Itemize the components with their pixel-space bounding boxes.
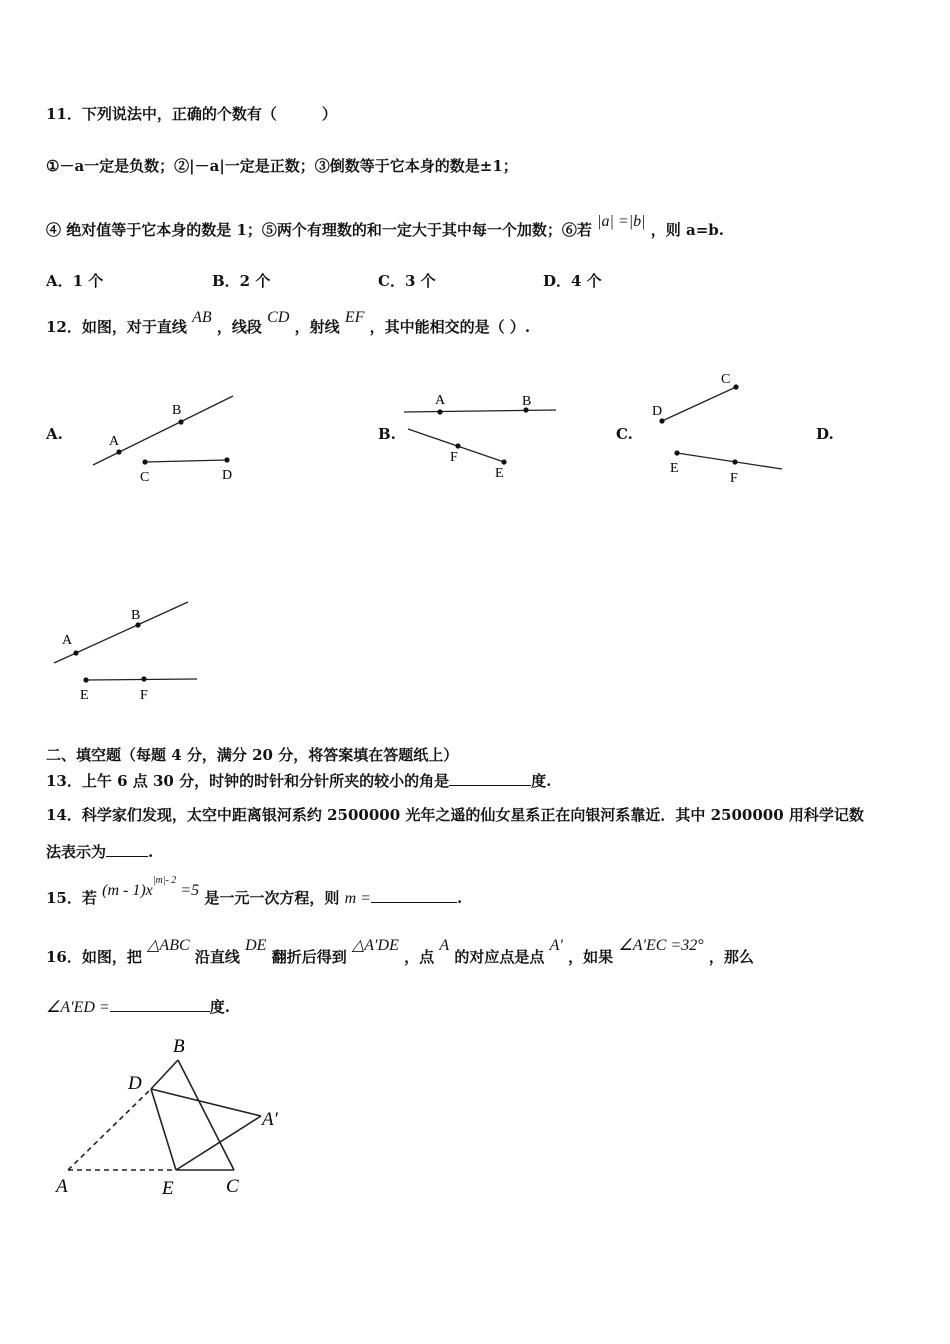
fig-d-label-a: A [62, 633, 73, 648]
q13-text: 13．上午 6 点 30 分，时钟的时针和分针所夹的较小的角是 [46, 772, 450, 790]
fig-c-point-f [732, 459, 737, 464]
fig-c-label-f: F [730, 471, 738, 486]
q15-eq-rhs: =5 [176, 882, 200, 899]
q12-figure-b [398, 385, 563, 485]
fig-c-segment-dc [662, 387, 736, 421]
q13 [46, 770, 551, 791]
q12-stem [46, 309, 531, 337]
q16-t6: ，那么 [708, 948, 754, 966]
fig16-label-a-prime: A′ [262, 1109, 278, 1130]
q11-option-b: B．2 个 [212, 272, 271, 290]
fig-a-label-c: C [140, 470, 150, 485]
q16-t2: 翻折后得到 [271, 948, 347, 966]
fig-b-label-f: F [450, 450, 458, 465]
q12-figure-a [85, 385, 245, 485]
fig-d-point-b [135, 622, 140, 627]
q12-sep1: ，线段 [216, 318, 262, 336]
q11-option-a: A．1 个 [46, 272, 104, 290]
fig-b-label-a: A [435, 393, 446, 408]
q12-figure-c [645, 365, 790, 490]
fig16-dashed-ad [68, 1089, 151, 1170]
fig-d-label-f: F [140, 688, 148, 703]
q13-answer-blank[interactable] [449, 771, 531, 786]
section-2-heading: 二、填空题（每题 4 分，满分 20 分，将答案填在答题纸上） [46, 746, 459, 764]
fig-d-label-b: B [131, 608, 141, 623]
fig-d-point-f [141, 676, 146, 681]
fig-b-point-a [437, 409, 442, 414]
q16-answer-blank[interactable] [110, 997, 210, 1012]
q12-option-a-label: A. [46, 425, 63, 443]
fig-a-line-ab [93, 396, 233, 465]
q16-pre: 16．如图，把 [46, 948, 142, 966]
q16-figure [46, 1030, 306, 1205]
q12-line-ab: AB [192, 309, 212, 326]
q12-option-b-label: B. [378, 425, 396, 443]
q16-point-a: A [439, 937, 450, 954]
q12-stem-post: ，其中能相交的是（ ）. [369, 318, 531, 336]
q12-option-d-label: D. [816, 425, 834, 443]
q14-line2 [46, 841, 153, 862]
q16-angle-given: ∠A′EC =32° [618, 937, 704, 954]
q15-m-equals: m = [344, 890, 371, 907]
q14-line1: 14．科学家们发现，太空中距离银河系约 2500000 光年之遥的仙女星系正在向银河系靠近．其中 2500000 用科学记数 [46, 806, 864, 824]
fig16-segment-bd [151, 1060, 178, 1089]
q16-t3: ，点 [404, 948, 435, 966]
fig16-segment-da-prime [151, 1089, 261, 1116]
q16-unit: 度. [209, 998, 230, 1016]
fig-c-point-c [733, 384, 738, 389]
fig-b-point-f [455, 443, 460, 448]
fig16-label-d: D [128, 1073, 142, 1094]
q16-angle-asked: ∠A′ED = [46, 999, 110, 1016]
q14-text: 法表示为 [46, 843, 107, 861]
q15-end: . [456, 889, 463, 907]
q11-abs-equation: |a| =|b| [597, 213, 646, 230]
fig16-segment-a-prime-e [176, 1116, 261, 1170]
q12-sep2: ，射线 [294, 318, 340, 336]
fig-c-label-d: D [652, 404, 663, 419]
q11-line2 [46, 213, 724, 240]
q11-line1: ①－a一定是负数；②|－a|一定是正数；③倒数等于它本身的数是±1； [46, 157, 518, 175]
fig16-label-b: B [173, 1036, 185, 1057]
q11-stem: 11．下列说法中，正确的个数有（ ） [46, 105, 337, 123]
q16-line1 [46, 937, 754, 967]
fig-d-point-a [73, 650, 78, 655]
q16-line2 [46, 996, 230, 1017]
q15-eq-exponent: |m|- 2 [152, 875, 177, 886]
fig-c-ray-ef [677, 453, 782, 469]
q12-stem-pre: 12．如图，对于直线 [46, 318, 187, 336]
q12-ray-ef: EF [344, 309, 365, 326]
q15-mid: 是一元一次方程，则 [204, 889, 340, 907]
q14-answer-blank[interactable] [106, 842, 148, 857]
q12-option-c-label: C. [616, 425, 633, 443]
q13-unit: 度. [531, 772, 552, 790]
fig-a-label-a: A [109, 434, 120, 449]
q15-pre: 15．若 [46, 889, 97, 907]
q16-point-a-prime: A′ [549, 937, 563, 954]
fig16-label-e: E [162, 1178, 174, 1199]
q16-t5: ，如果 [568, 948, 614, 966]
q15-eq-base: (m - 1)x [102, 882, 153, 899]
q14-end: . [148, 843, 154, 861]
q11-option-d: D．4 个 [543, 272, 602, 290]
fig16-label-a: A [56, 1176, 68, 1197]
q16-t1: 沿直线 [194, 948, 240, 966]
fig16-label-c: C [226, 1176, 239, 1197]
fig-d-label-e: E [80, 688, 89, 703]
fig-a-label-d: D [222, 468, 233, 483]
fig-a-point-d [224, 457, 229, 462]
q15-equation [102, 875, 200, 899]
q11-option-c: C．3 个 [378, 272, 436, 290]
fig-c-label-e: E [670, 461, 679, 476]
fig-a-segment-cd [145, 460, 227, 462]
fig-b-line-ab [404, 410, 556, 412]
fig-a-point-c [142, 459, 147, 464]
q12-segment-cd: CD [267, 309, 290, 326]
q15-answer-blank[interactable] [371, 888, 457, 903]
fig-d-point-e [83, 677, 88, 682]
fig-b-point-e [501, 459, 506, 464]
fig-b-label-e: E [495, 466, 504, 481]
fig-a-point-a [116, 449, 121, 454]
q11-line2-pre: ④ 绝对值等于它本身的数是 1；⑤两个有理数的和一定大于其中每一个加数；⑥若 [46, 221, 592, 239]
q15 [46, 875, 463, 908]
q11-line2-post: ，则 a=b. [650, 221, 724, 239]
q12-figure-d [46, 595, 206, 705]
q16-triangle-abc: △ABC [147, 937, 190, 954]
q16-line-de: DE [245, 937, 267, 954]
fig-a-label-b: B [172, 403, 182, 418]
fig-c-point-d [659, 418, 664, 423]
fig16-segment-de [151, 1089, 176, 1170]
fig-c-label-c: C [721, 372, 731, 387]
fig16-segment-cb [178, 1060, 234, 1170]
q16-triangle-a-prime-de: △A′DE [351, 937, 399, 954]
fig-a-point-b [178, 419, 183, 424]
fig-b-label-b: B [522, 394, 532, 409]
q16-t4: 的对应点是点 [454, 948, 545, 966]
fig-c-point-e [674, 450, 679, 455]
